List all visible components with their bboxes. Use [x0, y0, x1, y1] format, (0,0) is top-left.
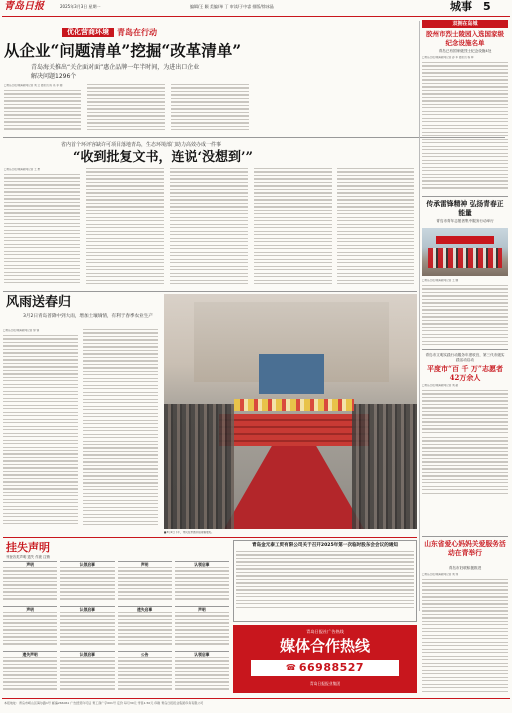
notice-item	[60, 561, 114, 606]
notice-item	[175, 561, 229, 606]
weather-body-col-2	[83, 329, 158, 530]
lead-subhead: 青岛海关推出“关企面对面”惠企品牌一年半时间，为进出口企业	[31, 64, 200, 71]
lead-kicker-suffix: 青岛在行动	[117, 28, 157, 37]
footer-rule	[2, 698, 510, 699]
notice-item-body	[118, 612, 172, 650]
notice-item	[118, 606, 172, 651]
photo-flowers	[234, 399, 354, 411]
notice-item-body	[175, 612, 229, 650]
volunteer-body	[422, 390, 508, 436]
photo-group	[428, 248, 502, 268]
weather-story	[3, 293, 159, 533]
rule	[422, 536, 508, 537]
column-body	[422, 62, 508, 192]
spirit-byline: □青岛日报/观海新闻记者 王 娜	[422, 279, 459, 282]
photo-banner	[436, 236, 494, 244]
notice-item-title: 认领启事	[79, 607, 95, 612]
phone-icon: ☎	[285, 663, 296, 672]
spirit-story	[422, 196, 508, 436]
notice-item-title: 遗失启事	[137, 607, 153, 612]
notice-item-title: 遗失声明	[22, 652, 38, 657]
lead-subhead-2: 解决问题1296个	[31, 73, 77, 80]
notice-item-title: 声明	[140, 562, 149, 567]
notice-item	[118, 651, 172, 696]
notice-item-body	[3, 612, 57, 650]
footer-line: 本报地址：青岛市崂山区海尔路1号 邮编266061 广告经营许可证 青工商广字001号 定价 每月30元 零售1.50元 印刷 青岛日报报业集团印务有限公司	[4, 701, 204, 705]
meeting-notice-title: 青岛金元泰工贸有限公司关于召开2025年第一次临时股东会会议的通知	[251, 543, 398, 548]
second-body-col-3	[170, 168, 248, 287]
section-title: 城事	[450, 0, 472, 13]
second-byline: □青岛日报/观海新闻记者 王 勇	[4, 168, 41, 171]
masthead-editor-line: 编辑/王 颖 美编/单 丁 审读/于中睿 排版/徐冰晶	[190, 4, 274, 9]
ad-title-small: 青岛日报社广告热线	[306, 629, 344, 634]
second-headline-top: 省内首个环评容缺许可项目落地青岛，生态环境部门助力高效办成一件事	[61, 142, 222, 148]
ad-phone-bar	[251, 660, 399, 676]
photo-screen	[259, 354, 324, 394]
lead-body-col-2	[87, 84, 165, 134]
notice-item-title: 声明	[26, 607, 34, 612]
lead-kicker	[62, 28, 157, 37]
notice-item-body	[3, 657, 57, 695]
shandong-subhead: 青岛市妇联积极推进	[448, 566, 482, 570]
notice-item	[3, 651, 57, 696]
notices-grid	[3, 561, 229, 697]
photo-crowd-right	[352, 404, 417, 529]
shandong-body	[422, 579, 508, 695]
rule	[422, 349, 508, 350]
column-kicker: 双拥在岛城	[422, 20, 508, 28]
second-body-col-1	[4, 174, 80, 287]
ad-box	[233, 625, 417, 693]
ad-title-big: 媒体合作热线	[279, 637, 370, 655]
rule	[3, 291, 417, 292]
lead-body-col-3	[171, 84, 249, 134]
classifieds	[3, 537, 417, 697]
notice-item-body	[175, 567, 229, 605]
spirit-subhead: 青岛市青年志愿者集中服务行动举行	[436, 219, 494, 223]
meeting-notice-body	[236, 551, 414, 611]
notice-item	[3, 561, 57, 606]
column-story	[422, 20, 508, 195]
second-headline: “收到批复文书，连说‘没想到’”	[73, 150, 254, 165]
notice-item	[175, 651, 229, 696]
notice-item-title: 声明	[26, 562, 34, 567]
photo-crowd-left	[164, 404, 234, 529]
ad-phone: 66988527	[298, 661, 365, 674]
second-body-col-5	[337, 168, 414, 287]
event-photo	[164, 294, 417, 529]
notice-item	[60, 651, 114, 696]
volunteer-body-extra	[422, 437, 508, 533]
notice-item	[118, 561, 172, 606]
page-number: 5	[483, 0, 491, 13]
notice-item-title: 认领启事	[79, 562, 95, 567]
notice-item	[175, 606, 229, 651]
notice-item-body	[60, 612, 114, 650]
volunteer-photo	[422, 228, 508, 276]
notice-item-title: 公告	[140, 652, 149, 657]
notice-item-body	[175, 657, 229, 695]
photo-stage-steps	[219, 414, 369, 446]
notice-item-title: 声明	[198, 607, 206, 612]
shandong-byline: □青岛日报/观海新闻记者 刘 伟	[422, 573, 459, 576]
column-divider	[419, 21, 420, 611]
lead-body-col-1	[4, 90, 81, 134]
notice-item	[60, 606, 114, 651]
second-body-col-4	[254, 168, 332, 287]
masthead-logo: 青岛日报	[4, 1, 44, 12]
notice-item	[3, 606, 57, 651]
column-byline: □青岛日报/观海新闻记者 孙 军 通讯员 杨 辉	[422, 56, 474, 59]
volunteer-body-2	[422, 437, 508, 497]
spirit-body	[422, 285, 508, 347]
weather-byline: □青岛日报/观海新闻记者 徐 睿	[3, 329, 40, 332]
second-story	[3, 139, 415, 289]
lead-headline: 从企业“问题清单”挖掘“改革清单”	[4, 41, 242, 60]
notice-item-title: 认领启事	[194, 562, 210, 567]
photo-caption: ■3月2日下午，市民在市图书馆观看展览。	[164, 531, 214, 534]
volunteer-headline: 平度市“百 千 万”志愿者42万余人	[427, 364, 503, 382]
weather-body-col-1	[3, 335, 78, 530]
notice-item-body	[3, 567, 57, 605]
notice-item-body	[60, 567, 114, 605]
notice-item-body	[118, 657, 172, 695]
ad-footer: 青岛日报报业集团	[309, 681, 341, 686]
meeting-notice	[233, 540, 417, 622]
photo-red-carpet	[224, 444, 364, 529]
rule	[3, 537, 417, 538]
shandong-headline: 山东省爱心妈妈关爱服务活动在青举行	[424, 540, 506, 557]
weather-headline: 风雨送春归	[6, 295, 72, 310]
column-headline: 胶州市烈士陵园入选国家级纪念设施名单	[426, 30, 504, 47]
weather-subhead: 3月2日青岛普降中到大雨，增加土壤墒情，有利于春季农业生产	[23, 314, 153, 319]
volunteer-kicker: 青岛市文明实践行动服务年度收官，第三代市级实践活动启动	[425, 353, 505, 362]
notice-item-title: 认领启事	[194, 652, 210, 657]
notice-item-title: 认领启事	[79, 652, 95, 657]
rule	[422, 196, 508, 197]
notice-item-body	[118, 567, 172, 605]
masthead	[0, 0, 512, 20]
lead-byline: □青岛日报/观海新闻记者 刘 立 通讯员 陈 亮 李 刚	[4, 84, 63, 87]
column-subhead: 青岛已有国家级烈士纪念设施4处	[438, 49, 492, 53]
volunteer-byline: □青岛日报/观海新闻记者 刘 超	[422, 384, 459, 387]
masthead-date: 2025年3月3日 星期一	[60, 4, 101, 9]
lead-kicker-banner: 优化营商环境	[62, 28, 114, 37]
spirit-headline: 传承雷锋精神 弘扬青春正能量	[426, 200, 504, 217]
shandong-story	[422, 536, 508, 696]
notice-item-body	[60, 657, 114, 695]
second-body-col-2	[86, 168, 164, 287]
lead-story	[3, 20, 250, 135]
notices-subtitle: 刊登各类声明 遗失 作废 注销	[6, 555, 50, 559]
masthead-rule	[2, 16, 510, 17]
notices-title: 挂失声明	[6, 541, 50, 554]
